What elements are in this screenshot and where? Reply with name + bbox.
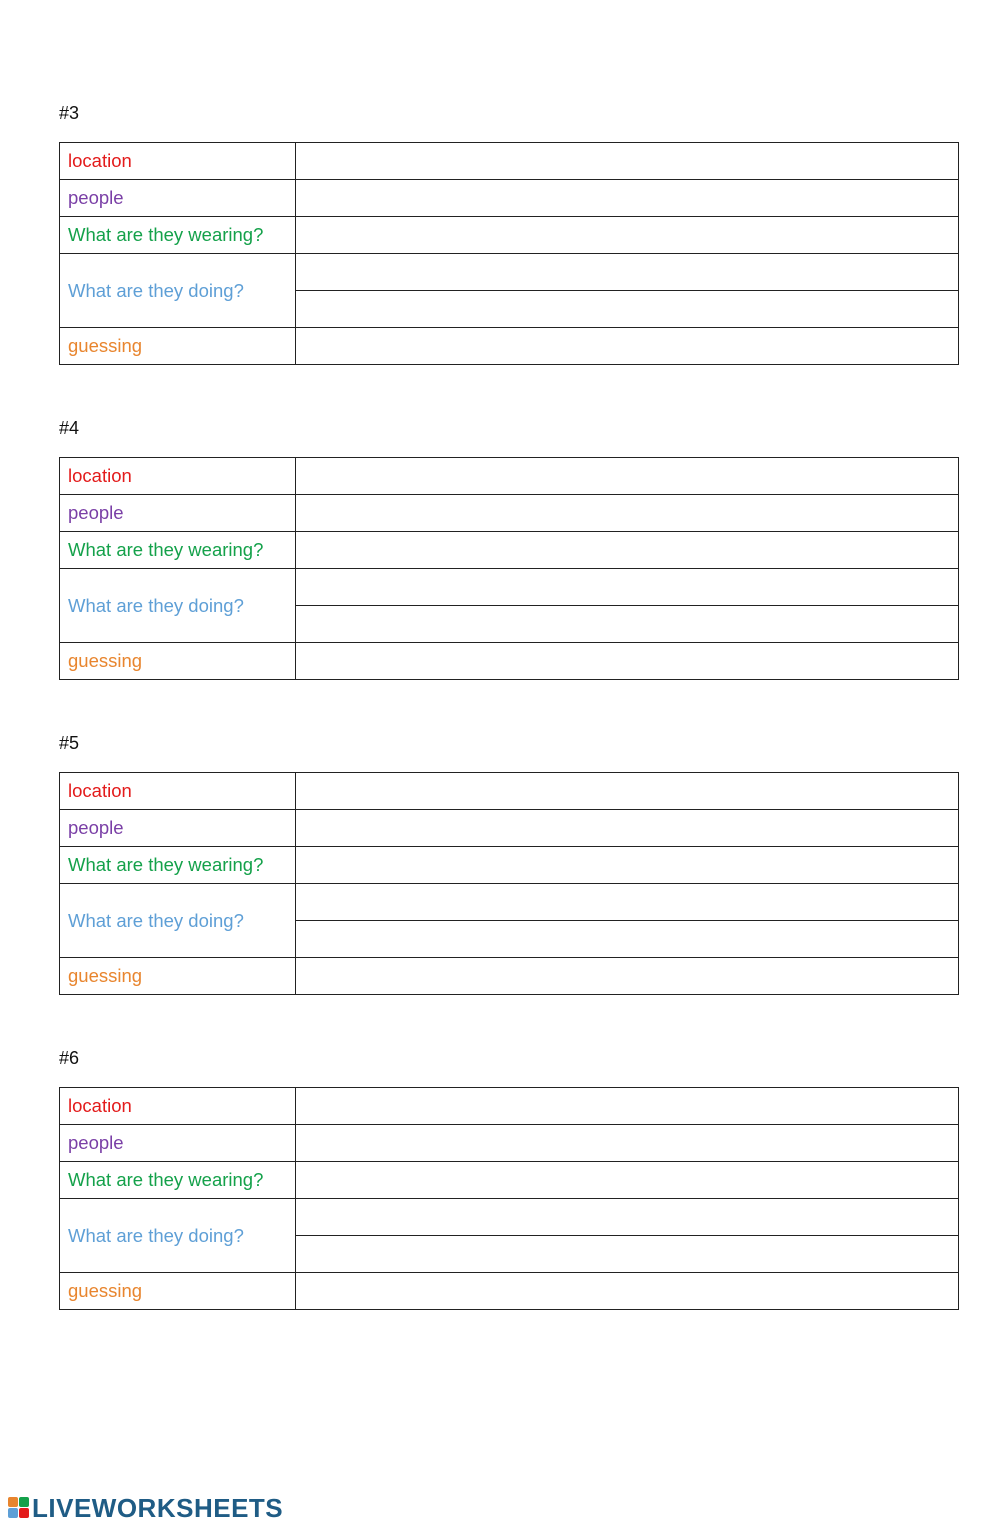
answer-field-location[interactable] <box>296 1088 959 1125</box>
answer-field-wearing[interactable] <box>296 217 959 254</box>
answer-field-doing-2[interactable] <box>296 1236 959 1273</box>
row-label-guessing: guessing <box>60 958 296 995</box>
answer-field-location[interactable] <box>296 143 959 180</box>
row-label-doing: What are they doing? <box>60 254 296 328</box>
answer-field-people[interactable] <box>296 1125 959 1162</box>
answer-field-doing-1[interactable] <box>296 569 959 606</box>
answer-field-people[interactable] <box>296 810 959 847</box>
row-label-location: location <box>60 1088 296 1125</box>
liveworksheets-logo-icon <box>8 1497 30 1519</box>
liveworksheets-logo <box>8 1494 283 1522</box>
row-label-wearing: What are they wearing? <box>60 217 296 254</box>
worksheet-table <box>59 457 959 680</box>
row-label-people: people <box>60 810 296 847</box>
answer-field-doing-1[interactable] <box>296 1199 959 1236</box>
answer-field-doing-1[interactable] <box>296 884 959 921</box>
answer-field-doing-2[interactable] <box>296 921 959 958</box>
row-label-guessing: guessing <box>60 328 296 365</box>
answer-field-location[interactable] <box>296 773 959 810</box>
section-number: #5 <box>59 733 80 753</box>
row-label-location: location <box>60 458 296 495</box>
row-label-wearing: What are they wearing? <box>60 532 296 569</box>
brand-name: LIVEWORKSHEETS <box>32 1493 284 1523</box>
answer-field-doing-1[interactable] <box>296 254 959 291</box>
answer-field-location[interactable] <box>296 458 959 495</box>
row-label-wearing: What are they wearing? <box>60 1162 296 1199</box>
worksheet-table <box>59 1087 959 1310</box>
section-number: #3 <box>59 103 80 123</box>
row-label-location: location <box>60 773 296 810</box>
answer-field-people[interactable] <box>296 180 959 217</box>
answer-field-guessing[interactable] <box>296 1273 959 1310</box>
answer-field-wearing[interactable] <box>296 1162 959 1199</box>
row-label-people: people <box>60 180 296 217</box>
row-label-doing: What are they doing? <box>60 1199 296 1273</box>
section-number: #4 <box>59 418 80 438</box>
worksheet-table <box>59 772 959 995</box>
row-label-wearing: What are they wearing? <box>60 847 296 884</box>
worksheet-table <box>59 142 959 365</box>
answer-field-doing-2[interactable] <box>296 606 959 643</box>
row-label-location: location <box>60 143 296 180</box>
section-number: #6 <box>59 1048 80 1068</box>
answer-field-doing-2[interactable] <box>296 291 959 328</box>
answer-field-people[interactable] <box>296 495 959 532</box>
row-label-people: people <box>60 495 296 532</box>
row-label-people: people <box>60 1125 296 1162</box>
row-label-doing: What are they doing? <box>60 569 296 643</box>
answer-field-wearing[interactable] <box>296 847 959 884</box>
row-label-guessing: guessing <box>60 643 296 680</box>
row-label-guessing: guessing <box>60 1273 296 1310</box>
answer-field-guessing[interactable] <box>296 328 959 365</box>
row-label-doing: What are they doing? <box>60 884 296 958</box>
answer-field-wearing[interactable] <box>296 532 959 569</box>
answer-field-guessing[interactable] <box>296 643 959 680</box>
answer-field-guessing[interactable] <box>296 958 959 995</box>
